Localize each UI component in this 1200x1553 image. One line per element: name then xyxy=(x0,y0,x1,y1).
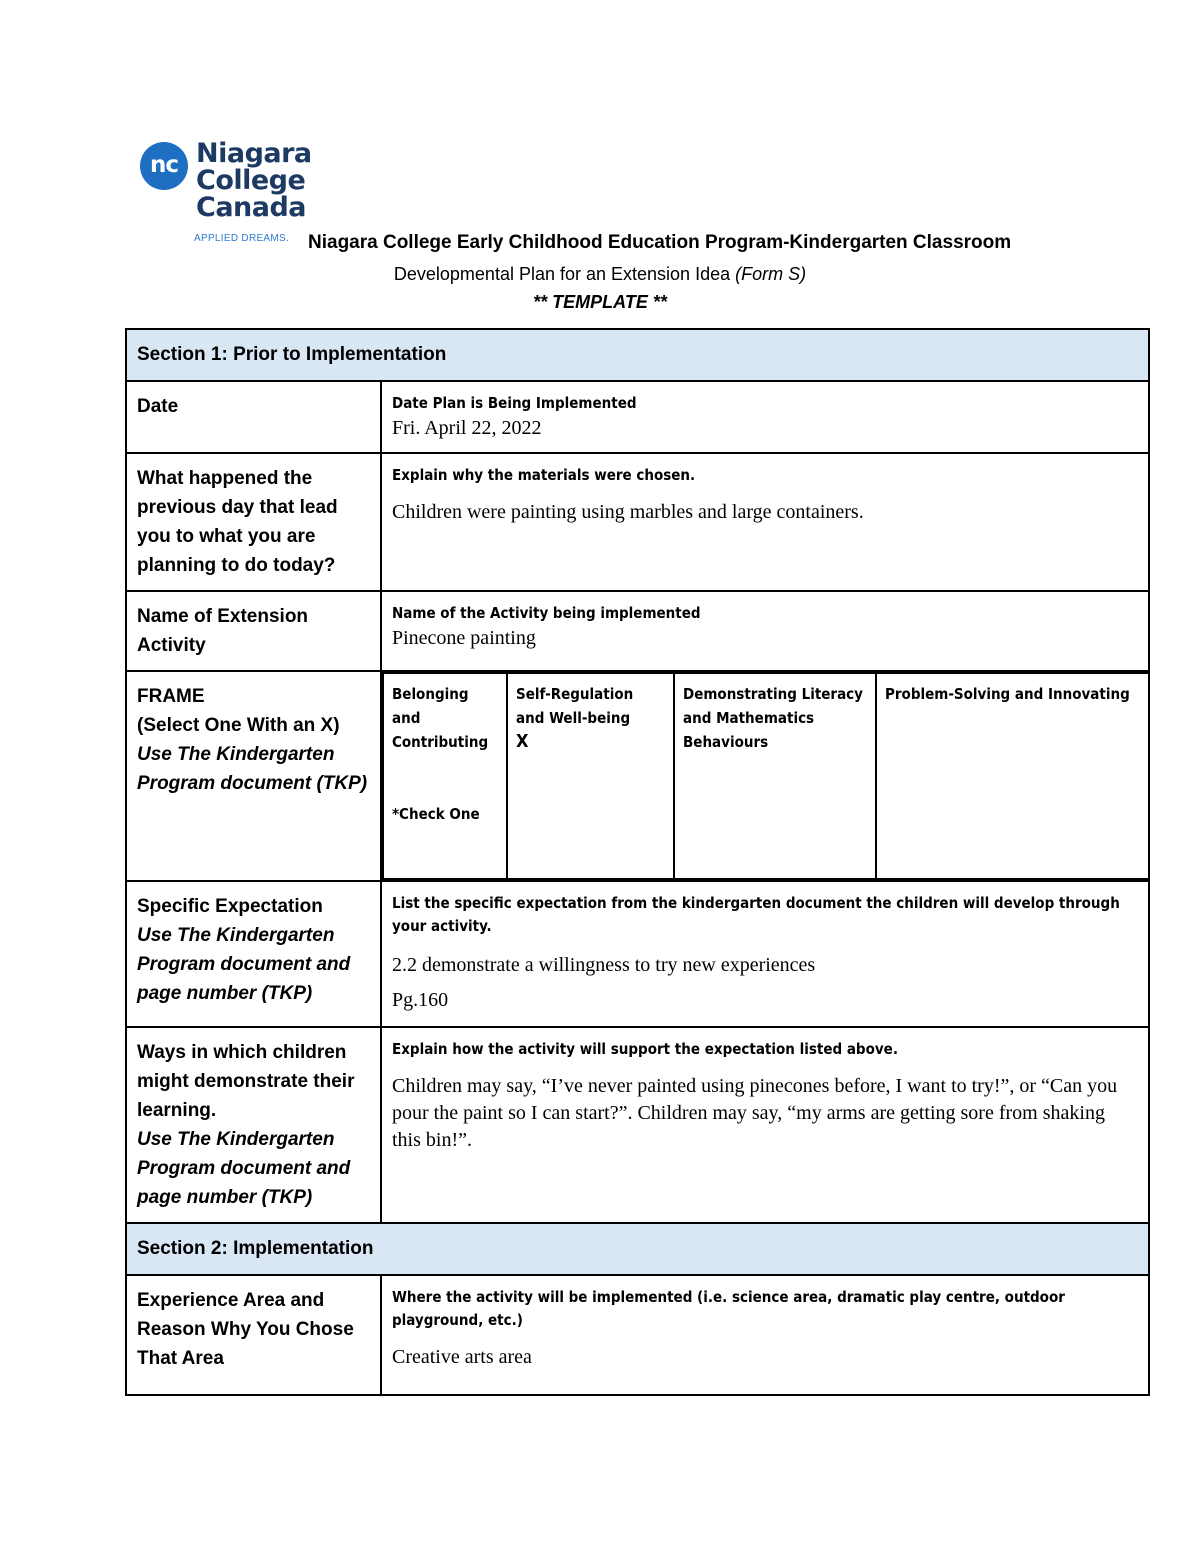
frame-option-self-regulation[interactable] xyxy=(507,673,674,879)
frame-options-cell xyxy=(381,671,1149,881)
activity-name-cell xyxy=(381,591,1149,671)
previous-day-value: Children were painting using marbles and large containers. xyxy=(392,501,864,523)
experience-area-caption: Where the activity will be implemented (i.e. science area, dramatic play centre, outdoor playground, etc.) xyxy=(392,1288,1065,1329)
frame-label: FRAME xyxy=(137,686,205,707)
specific-expectation-value: 2.2 demonstrate a willingness to try new experiences xyxy=(392,954,816,976)
frame-option-name: Demonstrating Literacy and Mathematics Behaviours xyxy=(683,685,863,751)
frame-label-cell xyxy=(126,671,381,881)
logo-word-canada: Canada xyxy=(196,192,307,223)
frame-option-problem-solving[interactable] xyxy=(876,673,1148,879)
frame-tkp-note: Use The Kindergarten Program document (TKP) xyxy=(137,744,368,794)
previous-day-label: What happened the previous day that lead you to what you are planning to do today? xyxy=(126,453,381,591)
experience-area-value: Creative arts area xyxy=(392,1346,532,1368)
previous-day-cell xyxy=(381,453,1149,591)
activity-name-value: Pinecone painting xyxy=(392,627,536,649)
frame-option-name: Problem-Solving and Innovating xyxy=(885,685,1130,703)
frame-option-name: Self-Regulation and Well-being xyxy=(516,685,634,727)
template-label: ** TEMPLATE ** xyxy=(533,292,667,312)
subtitle-main: Developmental Plan for an Extension Idea xyxy=(393,264,736,284)
subtitle-form: (Form S) xyxy=(735,264,807,284)
document-subtitle xyxy=(0,264,1200,285)
frame-selected-mark: X xyxy=(516,731,529,752)
frame-option-literacy-math[interactable] xyxy=(674,673,876,879)
date-caption: Date Plan is Being Implemented xyxy=(392,394,637,412)
frame-option-belonging[interactable] xyxy=(383,673,507,879)
frame-options-table xyxy=(382,672,1148,880)
frame-select-note: (Select One With an X) xyxy=(137,715,340,736)
nc-logo-icon: nc xyxy=(140,142,188,190)
frame-check-one-note: *Check One xyxy=(392,805,480,823)
logo-word-niagara: Niagara xyxy=(196,138,312,169)
logo-word-college: College xyxy=(196,165,306,196)
section1-heading: Section 1: Prior to Implementation xyxy=(126,329,1149,381)
specific-expectation-label: Specific Expectation xyxy=(137,896,323,917)
specific-expectation-cell xyxy=(381,881,1149,1027)
ways-label: Ways in which children might demonstrate their learning. xyxy=(137,1042,355,1121)
college-logo xyxy=(140,140,310,255)
ways-cell xyxy=(381,1027,1149,1223)
ways-label-cell xyxy=(126,1027,381,1223)
ways-caption: Explain how the activity will support the expectation listed above. xyxy=(392,1040,898,1058)
activity-name-caption: Name of the Activity being implemented xyxy=(392,604,701,622)
experience-area-cell xyxy=(381,1275,1149,1395)
specific-expectation-tkp-note: Use The Kindergarten Program document and page number (TKP) xyxy=(137,925,351,1004)
logo-tagline: APPLIED DREAMS. xyxy=(194,233,290,244)
document-title: Niagara College Early Childhood Education Program-Kindergarten Classroom xyxy=(308,232,1012,253)
ways-value: Children may say, “I’ve never painted using pinecones before, I want to try!”, or “Can you pour the paint so I can start?”. Children may say, “my arms are getting sore from shaking this bin!”. xyxy=(392,1075,1118,1151)
date-cell xyxy=(381,381,1149,453)
date-label: Date xyxy=(126,381,381,453)
specific-expectation-label-cell xyxy=(126,881,381,1027)
specific-expectation-page: Pg.160 xyxy=(392,989,449,1011)
experience-area-label: Experience Area and Reason Why You Chose That Area xyxy=(126,1275,381,1395)
plan-form-table xyxy=(125,328,1150,1396)
activity-name-label: Name of Extension Activity xyxy=(126,591,381,671)
ways-tkp-note: Use The Kindergarten Program document and page number (TKP) xyxy=(137,1129,351,1208)
section2-heading: Section 2: Implementation xyxy=(126,1223,1149,1275)
frame-option-name: Belonging and Contributing xyxy=(392,685,489,751)
previous-day-caption: Explain why the materials were chosen. xyxy=(392,466,696,484)
date-value: Fri. April 22, 2022 xyxy=(392,417,542,439)
specific-expectation-caption: List the specific expectation from the kindergarten document the children will develop through your activity. xyxy=(392,894,1120,935)
